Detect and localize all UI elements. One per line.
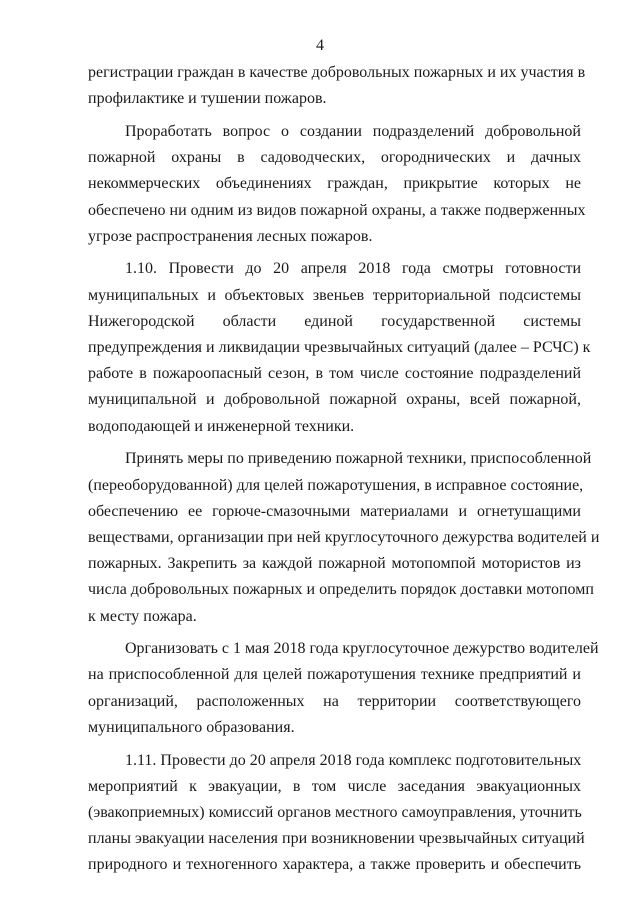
text-line: (переоборудованной) для целей пожаротушения, в исправное состояние, [88,476,584,494]
text-line: 1.10. Провести до 20 апреля 2018 года смотры готовности [125,260,581,278]
text-line: планы эвакуации населения при возникновении чрезвычайных ситуаций [88,830,585,848]
text-line: водоподающей и инженерной техники. [88,417,355,435]
text-line: Организовать с 1 мая 2018 года круглосуточное дежурство водителей [125,640,599,658]
paragraph [88,119,586,250]
document-body [88,60,600,879]
text-line: муниципальных и объектовых звеньев территориальной подсистемы [88,286,581,304]
text-line: числа добровольных пожарных и определить порядок доставки мотопомп [88,581,594,599]
page-number: 4 [316,37,324,54]
paragraph [88,446,600,629]
text-line: (эвакоприемных) комиссий органов местного самоуправления, уточнить [88,803,582,821]
text-line: угрозе распространения лесных пожаров. [88,227,373,245]
text-line: обеспечено ни одним из видов пожарной охраны, а также подверженных [88,201,586,219]
text-line: предупреждения и ликвидации чрезвычайных ситуаций (далее – РСЧС) к [88,339,591,357]
text-line: к месту пожара. [88,607,197,625]
text-line: веществами, организации при ней круглосуточного дежурства водителей и [88,528,600,546]
text-line: некоммерческих объединениях граждан, прикрытие которых не [88,175,581,193]
text-line: муниципальной и добровольной пожарной охраны, всей пожарной, [88,391,581,409]
text-line: 1.11. Провести до 20 апреля 2018 года комплекс подготовительных [125,751,582,769]
text-line: Принять меры по приведению пожарной техники, приспособленной [125,450,592,468]
text-line: Нижегородской области единой государственной системы [88,312,581,330]
text-line: работе в пожароопасный сезон, в том числе состояние подразделений [88,365,581,383]
text-line: пожарных. Закрепить за каждой пожарной мотопомпой мотористов из [88,555,581,573]
paragraph [88,256,591,439]
text-line: на приспособленной для целей пожаротушения технике предприятий и [88,666,581,684]
text-line: организаций, расположенных на территории соответствующего [88,692,581,710]
text-line: Проработать вопрос о создании подразделений добровольной [125,122,581,140]
text-line: мероприятий к эвакуации, в том числе заседания эвакуационных [88,777,581,795]
text-line: пожарной охраны в садоводческих, огороднических и дачных [88,149,581,167]
text-line: регистрации граждан в качестве добровольных пожарных и их участия в [88,64,586,81]
text-line: обеспечению ее горюче-смазочными материалами и огнетушащими [88,502,581,520]
paragraph [88,748,585,879]
paragraph [88,636,599,741]
text-line: природного и техногенного характера, а также проверить и обеспечить [88,856,581,874]
text-line: муниципального образования. [88,718,295,736]
paragraph [88,60,586,112]
text-line: профилактике и тушении пожаров. [88,90,327,108]
